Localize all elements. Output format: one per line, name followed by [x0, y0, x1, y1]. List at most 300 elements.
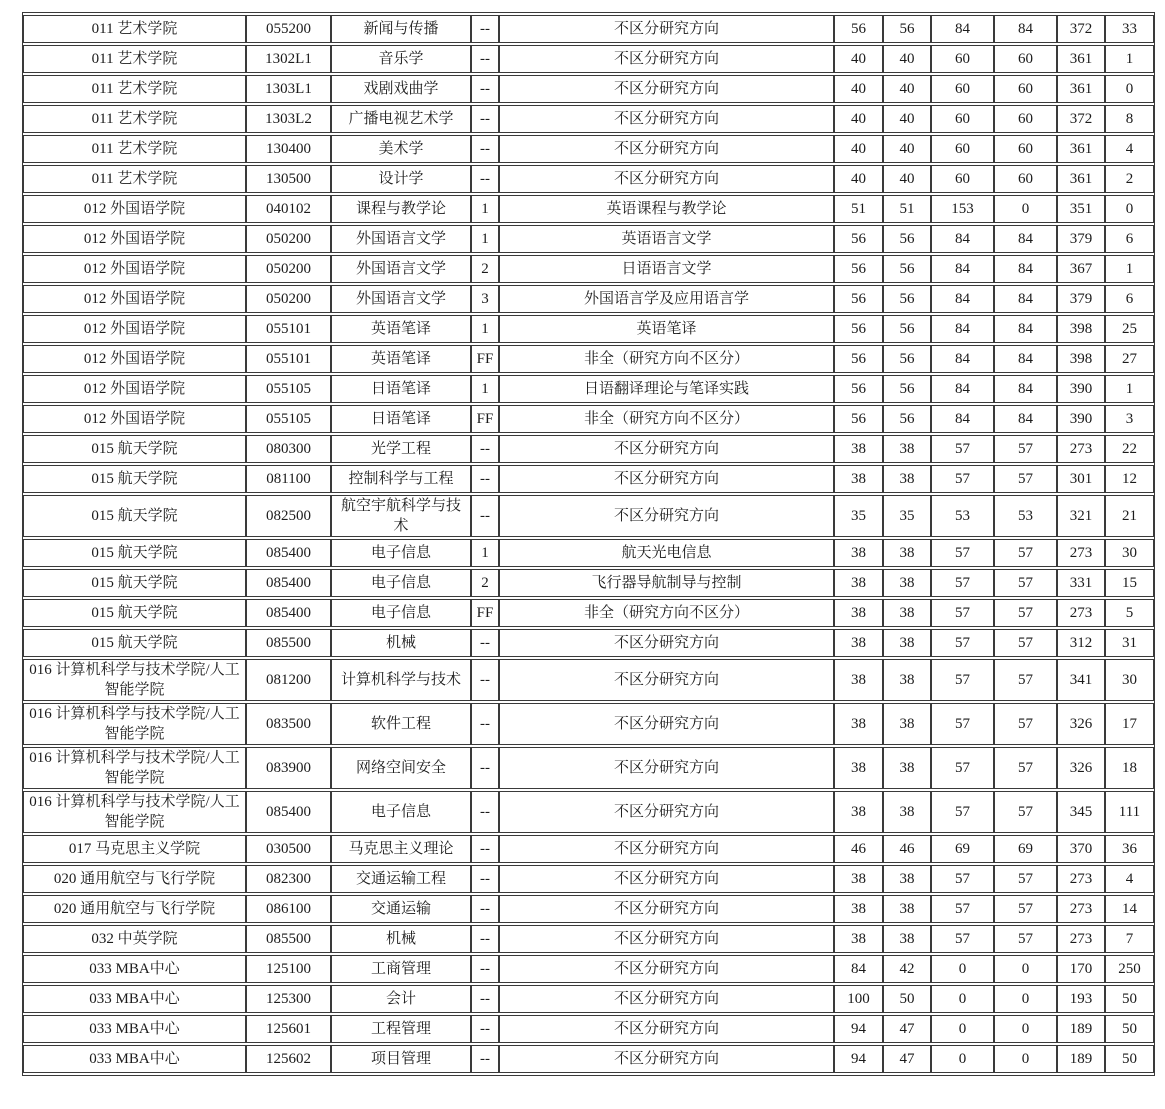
cell-research_direction: 不区分研究方向 [499, 629, 834, 657]
cell-research_direction: 不区分研究方向 [499, 45, 834, 73]
cell-num2: 38 [883, 569, 931, 597]
cell-college: 033 MBA中心 [23, 1045, 246, 1073]
cell-num3: 84 [931, 225, 994, 253]
cell-num1: 56 [834, 15, 883, 43]
cell-direction_code: 2 [471, 255, 499, 283]
cell-num3: 0 [931, 985, 994, 1013]
cell-major_code: 125602 [246, 1045, 331, 1073]
table-row [23, 747, 1154, 789]
cell-count: 36 [1105, 835, 1154, 863]
table-row [23, 629, 1154, 657]
cell-num4: 84 [994, 225, 1057, 253]
cell-direction_code: -- [471, 165, 499, 193]
cell-num3: 84 [931, 405, 994, 433]
cell-num1: 38 [834, 703, 883, 745]
cell-total: 341 [1057, 659, 1105, 701]
cell-college: 016 计算机科学与技术学院/人工智能学院 [23, 703, 246, 745]
cell-major_code: 083500 [246, 703, 331, 745]
cell-num3: 0 [931, 1015, 994, 1043]
cell-num4: 57 [994, 925, 1057, 953]
cell-num2: 56 [883, 15, 931, 43]
cell-count: 250 [1105, 955, 1154, 983]
cell-major_name: 外国语言文学 [331, 225, 471, 253]
cell-research_direction: 英语课程与教学论 [499, 195, 834, 223]
cell-major_code: 1303L2 [246, 105, 331, 133]
cell-num1: 100 [834, 985, 883, 1013]
cell-num2: 38 [883, 747, 931, 789]
cell-major_name: 戏剧戏曲学 [331, 75, 471, 103]
cell-count: 17 [1105, 703, 1154, 745]
cell-total: 367 [1057, 255, 1105, 283]
table-row [23, 569, 1154, 597]
cell-college: 015 航天学院 [23, 495, 246, 537]
cell-research_direction: 日语语言文学 [499, 255, 834, 283]
cell-major_code: 130500 [246, 165, 331, 193]
cell-major_name: 项目管理 [331, 1045, 471, 1073]
cell-major_code: 125300 [246, 985, 331, 1013]
cell-total: 361 [1057, 45, 1105, 73]
cell-total: 321 [1057, 495, 1105, 537]
cell-research_direction: 不区分研究方向 [499, 15, 834, 43]
cell-college: 011 艺术学院 [23, 15, 246, 43]
cell-direction_code: -- [471, 1045, 499, 1073]
cell-direction_code: 3 [471, 285, 499, 313]
cell-num2: 38 [883, 865, 931, 893]
cell-college: 011 艺术学院 [23, 45, 246, 73]
table-row [23, 225, 1154, 253]
cell-num4: 0 [994, 955, 1057, 983]
cell-direction_code: FF [471, 599, 499, 627]
cell-num1: 38 [834, 865, 883, 893]
cell-research_direction: 不区分研究方向 [499, 165, 834, 193]
cell-total: 390 [1057, 405, 1105, 433]
cell-num1: 38 [834, 925, 883, 953]
cell-major_code: 1303L1 [246, 75, 331, 103]
cell-major_name: 光学工程 [331, 435, 471, 463]
cell-research_direction: 不区分研究方向 [499, 659, 834, 701]
cell-major_name: 交通运输 [331, 895, 471, 923]
cell-count: 4 [1105, 135, 1154, 163]
cell-num1: 56 [834, 255, 883, 283]
cell-research_direction: 不区分研究方向 [499, 75, 834, 103]
cell-count: 12 [1105, 465, 1154, 493]
cell-direction_code: -- [471, 865, 499, 893]
cell-num1: 38 [834, 569, 883, 597]
cell-major_code: 125601 [246, 1015, 331, 1043]
cell-total: 273 [1057, 865, 1105, 893]
cell-num2: 38 [883, 659, 931, 701]
cell-college: 016 计算机科学与技术学院/人工智能学院 [23, 747, 246, 789]
cell-major_code: 082500 [246, 495, 331, 537]
cell-major_name: 设计学 [331, 165, 471, 193]
table-row [23, 495, 1154, 537]
cell-num2: 40 [883, 105, 931, 133]
cell-college: 032 中英学院 [23, 925, 246, 953]
cell-direction_code: -- [471, 925, 499, 953]
cell-total: 273 [1057, 435, 1105, 463]
cell-num4: 84 [994, 375, 1057, 403]
cell-num4: 84 [994, 405, 1057, 433]
cell-direction_code: -- [471, 45, 499, 73]
table-row [23, 835, 1154, 863]
cell-num3: 57 [931, 791, 994, 833]
cell-major_code: 083900 [246, 747, 331, 789]
cell-total: 273 [1057, 895, 1105, 923]
cell-major_code: 125100 [246, 955, 331, 983]
cell-num3: 84 [931, 255, 994, 283]
cell-num2: 38 [883, 925, 931, 953]
cell-research_direction: 不区分研究方向 [499, 135, 834, 163]
cell-num2: 56 [883, 315, 931, 343]
cell-num1: 35 [834, 495, 883, 537]
cell-num1: 94 [834, 1045, 883, 1073]
table-row [23, 195, 1154, 223]
cell-num4: 53 [994, 495, 1057, 537]
cell-major_code: 082300 [246, 865, 331, 893]
cell-total: 372 [1057, 15, 1105, 43]
cell-major_name: 控制科学与工程 [331, 465, 471, 493]
cell-num4: 57 [994, 791, 1057, 833]
cell-num1: 38 [834, 659, 883, 701]
cell-num2: 38 [883, 629, 931, 657]
cell-major_code: 050200 [246, 225, 331, 253]
cell-major_name: 日语笔译 [331, 375, 471, 403]
cell-direction_code: -- [471, 75, 499, 103]
cell-num2: 47 [883, 1045, 931, 1073]
cell-direction_code: -- [471, 835, 499, 863]
cell-direction_code: -- [471, 465, 499, 493]
cell-num1: 56 [834, 225, 883, 253]
cell-total: 398 [1057, 345, 1105, 373]
cell-num4: 0 [994, 1045, 1057, 1073]
cell-num3: 84 [931, 315, 994, 343]
cell-major_code: 081100 [246, 465, 331, 493]
cell-major_code: 085500 [246, 629, 331, 657]
cell-research_direction: 不区分研究方向 [499, 835, 834, 863]
cell-num1: 38 [834, 791, 883, 833]
cell-num4: 57 [994, 703, 1057, 745]
cell-research_direction: 飞行器导航制导与控制 [499, 569, 834, 597]
table-row [23, 375, 1154, 403]
cell-num3: 57 [931, 925, 994, 953]
cell-direction_code: -- [471, 495, 499, 537]
cell-num1: 38 [834, 599, 883, 627]
cell-num3: 57 [931, 539, 994, 567]
cell-research_direction: 航天光电信息 [499, 539, 834, 567]
cell-major_code: 085400 [246, 791, 331, 833]
cell-major_code: 085400 [246, 539, 331, 567]
cell-num3: 69 [931, 835, 994, 863]
cell-major_code: 1302L1 [246, 45, 331, 73]
cell-num1: 40 [834, 135, 883, 163]
cell-num3: 57 [931, 465, 994, 493]
cell-college: 015 航天学院 [23, 435, 246, 463]
cell-count: 14 [1105, 895, 1154, 923]
cell-num3: 84 [931, 15, 994, 43]
cell-count: 50 [1105, 1045, 1154, 1073]
table-row [23, 925, 1154, 953]
cell-num3: 57 [931, 435, 994, 463]
cell-count: 22 [1105, 435, 1154, 463]
cell-count: 50 [1105, 1015, 1154, 1043]
cell-count: 1 [1105, 45, 1154, 73]
cell-major_code: 130400 [246, 135, 331, 163]
cell-research_direction: 不区分研究方向 [499, 703, 834, 745]
cell-num3: 60 [931, 165, 994, 193]
cell-major_code: 055105 [246, 405, 331, 433]
cell-num2: 40 [883, 165, 931, 193]
cell-count: 18 [1105, 747, 1154, 789]
cell-num2: 56 [883, 345, 931, 373]
cell-total: 326 [1057, 747, 1105, 789]
cell-research_direction: 外国语言学及应用语言学 [499, 285, 834, 313]
table-row [23, 105, 1154, 133]
cell-major_name: 美术学 [331, 135, 471, 163]
cell-num3: 60 [931, 75, 994, 103]
cell-num3: 60 [931, 105, 994, 133]
cell-college: 012 外国语学院 [23, 405, 246, 433]
cell-college: 033 MBA中心 [23, 955, 246, 983]
cell-num1: 40 [834, 105, 883, 133]
cell-total: 379 [1057, 225, 1105, 253]
cell-direction_code: -- [471, 659, 499, 701]
table-row [23, 15, 1154, 43]
cell-research_direction: 英语语言文学 [499, 225, 834, 253]
cell-college: 016 计算机科学与技术学院/人工智能学院 [23, 791, 246, 833]
cell-num4: 84 [994, 15, 1057, 43]
table-row [23, 791, 1154, 833]
cell-num1: 38 [834, 895, 883, 923]
cell-total: 326 [1057, 703, 1105, 745]
cell-direction_code: -- [471, 1015, 499, 1043]
cell-college: 016 计算机科学与技术学院/人工智能学院 [23, 659, 246, 701]
cell-direction_code: 1 [471, 225, 499, 253]
cell-direction_code: -- [471, 791, 499, 833]
cell-num4: 60 [994, 135, 1057, 163]
cell-num1: 51 [834, 195, 883, 223]
table-row [23, 45, 1154, 73]
cell-num3: 57 [931, 703, 994, 745]
cell-major_name: 电子信息 [331, 539, 471, 567]
cell-total: 345 [1057, 791, 1105, 833]
cell-num2: 56 [883, 405, 931, 433]
cell-major_name: 机械 [331, 629, 471, 657]
cell-num4: 84 [994, 315, 1057, 343]
cell-num4: 57 [994, 747, 1057, 789]
cell-major_name: 课程与教学论 [331, 195, 471, 223]
cell-major_code: 040102 [246, 195, 331, 223]
table-row [23, 1045, 1154, 1073]
cell-major_name: 航空宇航科学与技术 [331, 495, 471, 537]
cell-num3: 60 [931, 45, 994, 73]
cell-major_name: 电子信息 [331, 569, 471, 597]
cell-major_name: 交通运输工程 [331, 865, 471, 893]
cell-count: 25 [1105, 315, 1154, 343]
cell-major_name: 软件工程 [331, 703, 471, 745]
cell-research_direction: 英语笔译 [499, 315, 834, 343]
cell-research_direction: 不区分研究方向 [499, 105, 834, 133]
cell-college: 011 艺术学院 [23, 165, 246, 193]
cell-major_code: 055101 [246, 345, 331, 373]
cell-major_name: 网络空间安全 [331, 747, 471, 789]
cell-research_direction: 不区分研究方向 [499, 955, 834, 983]
cell-research_direction: 不区分研究方向 [499, 895, 834, 923]
cell-num3: 57 [931, 865, 994, 893]
cell-major_code: 085500 [246, 925, 331, 953]
cell-num4: 57 [994, 435, 1057, 463]
cell-num2: 42 [883, 955, 931, 983]
cell-num4: 0 [994, 1015, 1057, 1043]
cell-count: 27 [1105, 345, 1154, 373]
cell-college: 011 艺术学院 [23, 135, 246, 163]
cell-num1: 84 [834, 955, 883, 983]
cell-num3: 57 [931, 599, 994, 627]
cell-major_name: 会计 [331, 985, 471, 1013]
cell-count: 6 [1105, 225, 1154, 253]
cell-num2: 38 [883, 435, 931, 463]
cell-major_name: 日语笔译 [331, 405, 471, 433]
cell-num4: 84 [994, 345, 1057, 373]
cell-num3: 84 [931, 285, 994, 313]
cell-total: 370 [1057, 835, 1105, 863]
cell-direction_code: 1 [471, 375, 499, 403]
cell-num1: 38 [834, 539, 883, 567]
cell-num4: 57 [994, 629, 1057, 657]
cell-college: 033 MBA中心 [23, 1015, 246, 1043]
cell-major_name: 工商管理 [331, 955, 471, 983]
cell-num4: 57 [994, 895, 1057, 923]
table-row [23, 435, 1154, 463]
cell-direction_code: -- [471, 895, 499, 923]
cell-count: 4 [1105, 865, 1154, 893]
cell-count: 30 [1105, 659, 1154, 701]
cell-total: 390 [1057, 375, 1105, 403]
cell-total: 189 [1057, 1015, 1105, 1043]
table-row [23, 405, 1154, 433]
cell-total: 351 [1057, 195, 1105, 223]
cell-num3: 57 [931, 895, 994, 923]
table-row [23, 75, 1154, 103]
cell-direction_code: -- [471, 105, 499, 133]
table-row [23, 345, 1154, 373]
cell-count: 1 [1105, 255, 1154, 283]
cell-major_code: 050200 [246, 255, 331, 283]
cell-direction_code: -- [471, 985, 499, 1013]
cell-total: 193 [1057, 985, 1105, 1013]
cell-num2: 38 [883, 465, 931, 493]
cell-major_code: 055105 [246, 375, 331, 403]
cell-num3: 57 [931, 569, 994, 597]
cell-direction_code: -- [471, 747, 499, 789]
cell-num4: 0 [994, 195, 1057, 223]
cell-num1: 40 [834, 75, 883, 103]
cell-num2: 51 [883, 195, 931, 223]
cell-total: 331 [1057, 569, 1105, 597]
cell-count: 30 [1105, 539, 1154, 567]
cell-count: 3 [1105, 405, 1154, 433]
cell-college: 012 外国语学院 [23, 255, 246, 283]
cell-num3: 84 [931, 345, 994, 373]
cell-num3: 53 [931, 495, 994, 537]
table-row [23, 539, 1154, 567]
cell-college: 012 外国语学院 [23, 285, 246, 313]
cell-direction_code: -- [471, 135, 499, 163]
table-row [23, 255, 1154, 283]
cell-research_direction: 日语翻译理论与笔译实践 [499, 375, 834, 403]
cell-total: 361 [1057, 165, 1105, 193]
cell-major_code: 081200 [246, 659, 331, 701]
cell-total: 273 [1057, 539, 1105, 567]
cell-total: 312 [1057, 629, 1105, 657]
cell-num1: 40 [834, 45, 883, 73]
cell-num2: 40 [883, 75, 931, 103]
cell-num4: 57 [994, 465, 1057, 493]
cell-num3: 57 [931, 629, 994, 657]
cell-num1: 38 [834, 747, 883, 789]
table-row [23, 315, 1154, 343]
cell-major_name: 电子信息 [331, 599, 471, 627]
cell-count: 5 [1105, 599, 1154, 627]
cell-major_name: 机械 [331, 925, 471, 953]
admission-score-table [22, 12, 1155, 1076]
cell-direction_code: -- [471, 435, 499, 463]
table-row [23, 659, 1154, 701]
cell-num2: 47 [883, 1015, 931, 1043]
cell-direction_code: -- [471, 703, 499, 745]
cell-count: 0 [1105, 75, 1154, 103]
cell-num1: 38 [834, 465, 883, 493]
cell-college: 012 外国语学院 [23, 375, 246, 403]
cell-num3: 153 [931, 195, 994, 223]
cell-total: 273 [1057, 925, 1105, 953]
cell-major_name: 外国语言文学 [331, 285, 471, 313]
cell-count: 1 [1105, 375, 1154, 403]
cell-num4: 57 [994, 865, 1057, 893]
cell-research_direction: 不区分研究方向 [499, 1015, 834, 1043]
cell-research_direction: 非全（研究方向不区分） [499, 345, 834, 373]
cell-num4: 84 [994, 285, 1057, 313]
cell-num3: 84 [931, 375, 994, 403]
cell-college: 012 外国语学院 [23, 345, 246, 373]
cell-count: 50 [1105, 985, 1154, 1013]
cell-count: 15 [1105, 569, 1154, 597]
cell-num4: 69 [994, 835, 1057, 863]
cell-total: 379 [1057, 285, 1105, 313]
table-row [23, 599, 1154, 627]
cell-num4: 57 [994, 659, 1057, 701]
cell-num1: 56 [834, 405, 883, 433]
cell-total: 189 [1057, 1045, 1105, 1073]
cell-total: 170 [1057, 955, 1105, 983]
cell-count: 7 [1105, 925, 1154, 953]
cell-major_code: 055101 [246, 315, 331, 343]
cell-major_name: 英语笔译 [331, 345, 471, 373]
cell-research_direction: 不区分研究方向 [499, 495, 834, 537]
cell-count: 21 [1105, 495, 1154, 537]
table-row [23, 895, 1154, 923]
cell-num2: 40 [883, 45, 931, 73]
cell-num4: 60 [994, 45, 1057, 73]
cell-num4: 60 [994, 105, 1057, 133]
cell-num2: 38 [883, 791, 931, 833]
cell-num1: 40 [834, 165, 883, 193]
cell-num2: 56 [883, 285, 931, 313]
cell-num2: 38 [883, 539, 931, 567]
cell-count: 8 [1105, 105, 1154, 133]
cell-direction_code: FF [471, 345, 499, 373]
table-row [23, 285, 1154, 313]
cell-research_direction: 不区分研究方向 [499, 1045, 834, 1073]
